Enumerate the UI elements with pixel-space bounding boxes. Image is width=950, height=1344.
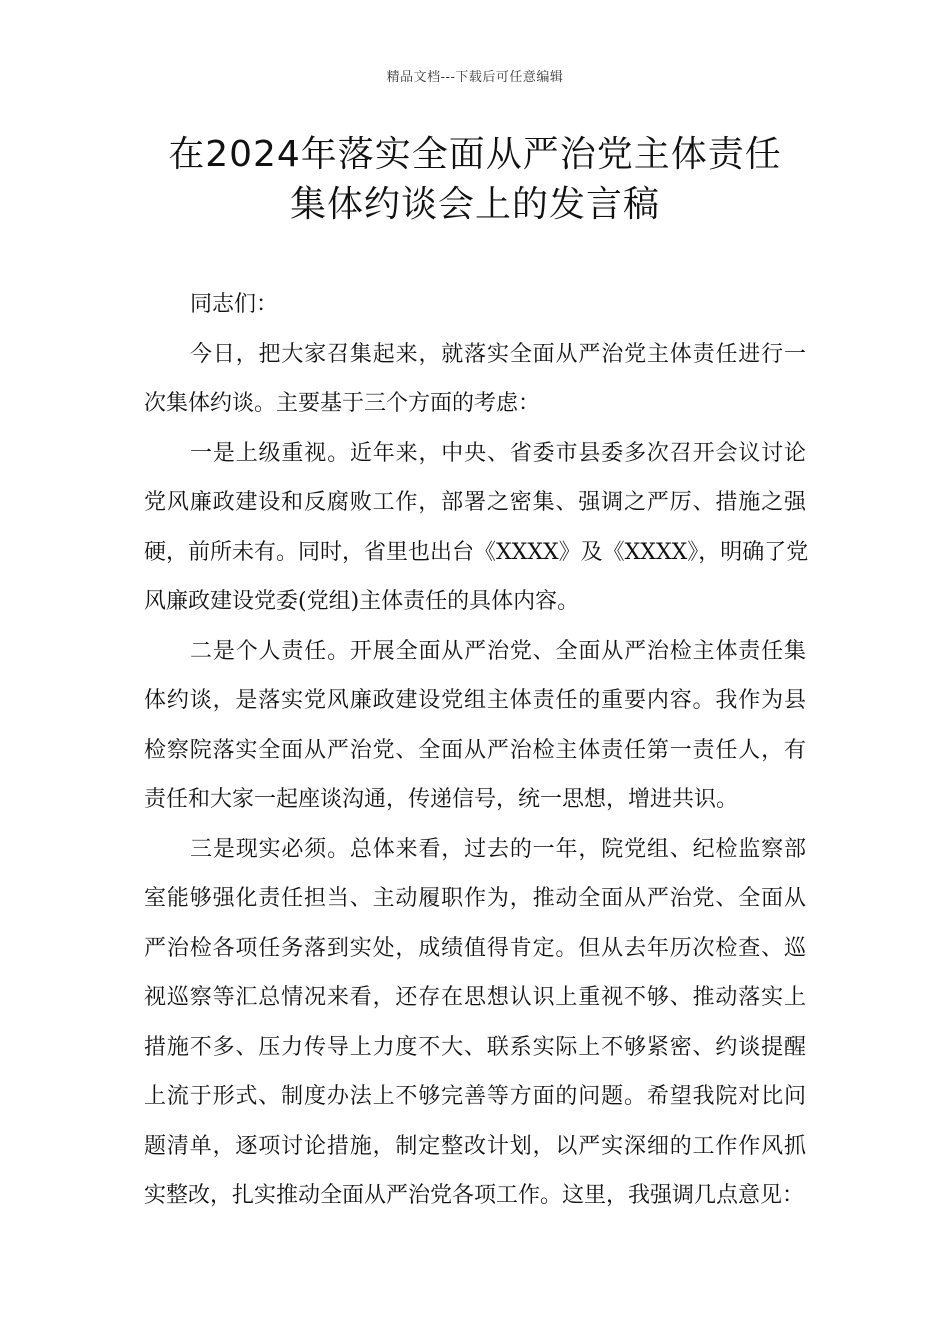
- paragraph-line: 视巡察等汇总情况来看，还存在思想认识上重视不够、推动落实上: [144, 985, 806, 1010]
- header-note: 精品文档---下载后可任意编辑: [386, 70, 564, 85]
- paragraph-line: 党风廉政建设和反腐败工作，部署之密集、强调之严厉、措施之强: [144, 490, 806, 515]
- paragraph-line: 严治检各项任务落到实处，成绩值得肯定。但从去年历次检查、巡: [144, 935, 806, 961]
- paragraph-salutation: [144, 280, 806, 330]
- paragraph-line: 题清单，逐项讨论措施，制定整改计划，以严实深细的工作作风抓: [144, 1133, 806, 1159]
- paragraph-line: 同志们：: [190, 292, 279, 317]
- paragraph-line: 上流于形式、制度办法上不够完善等方面的问题。希望我院对比问: [144, 1084, 806, 1109]
- document-body: [144, 280, 809, 1221]
- paragraph-line: 体约谈，是落实党风廉政建设党组主体责任的重要内容。我作为县: [144, 688, 806, 713]
- paragraph-line: 责任和大家一起座谈沟通，传递信号，统一思想，增进共识。: [144, 787, 739, 812]
- title-line-1: 在2024年落实全面从严治党主体责任: [168, 134, 782, 175]
- paragraph-line: 三是现实必须。总体来看，过去的一年，院党组、纪检监察部: [190, 836, 806, 862]
- paragraph-line: 二是个人责任。开展全面从严治党、全面从严治检主体责任集: [190, 638, 806, 664]
- paragraph-line: 措施不多、压力传导上力度不大、联系实际上不够紧密、约谈提醒: [144, 1034, 806, 1060]
- paragraph-point-one: [144, 429, 809, 627]
- paragraph-line: 风廉政建设党委(党组)主体责任的具体内容。: [144, 589, 580, 614]
- paragraph-line: 硬，前所未有。同时，省里也出台《XXXX》及《XXXX》，明确了党: [144, 539, 809, 565]
- paragraph-line: 实整改，扎实推动全面从严治党各项工作。这里，我强调几点意见：: [144, 1183, 805, 1208]
- paragraph-point-two: [144, 627, 806, 825]
- paragraph-intro: [144, 330, 806, 429]
- paragraph-line: 检察院落实全面从严治党、全面从严治检主体责任第一责任人，有: [144, 737, 806, 763]
- document-title: [0, 130, 950, 230]
- paragraph-point-three: [144, 825, 806, 1221]
- paragraph-line: 一是上级重视。近年来，中央、省委市县委多次召开会议讨论: [190, 440, 806, 466]
- title-line-2: 集体约谈会上的发言稿: [289, 184, 660, 225]
- paragraph-line: 今日，把大家召集起来，就落实全面从严治党主体责任进行一: [190, 341, 806, 367]
- paragraph-line: 室能够强化责任担当、主动履职作为，推动全面从严治党、全面从: [144, 886, 806, 911]
- paragraph-line: 次集体约谈。主要基于三个方面的考虑：: [144, 391, 541, 416]
